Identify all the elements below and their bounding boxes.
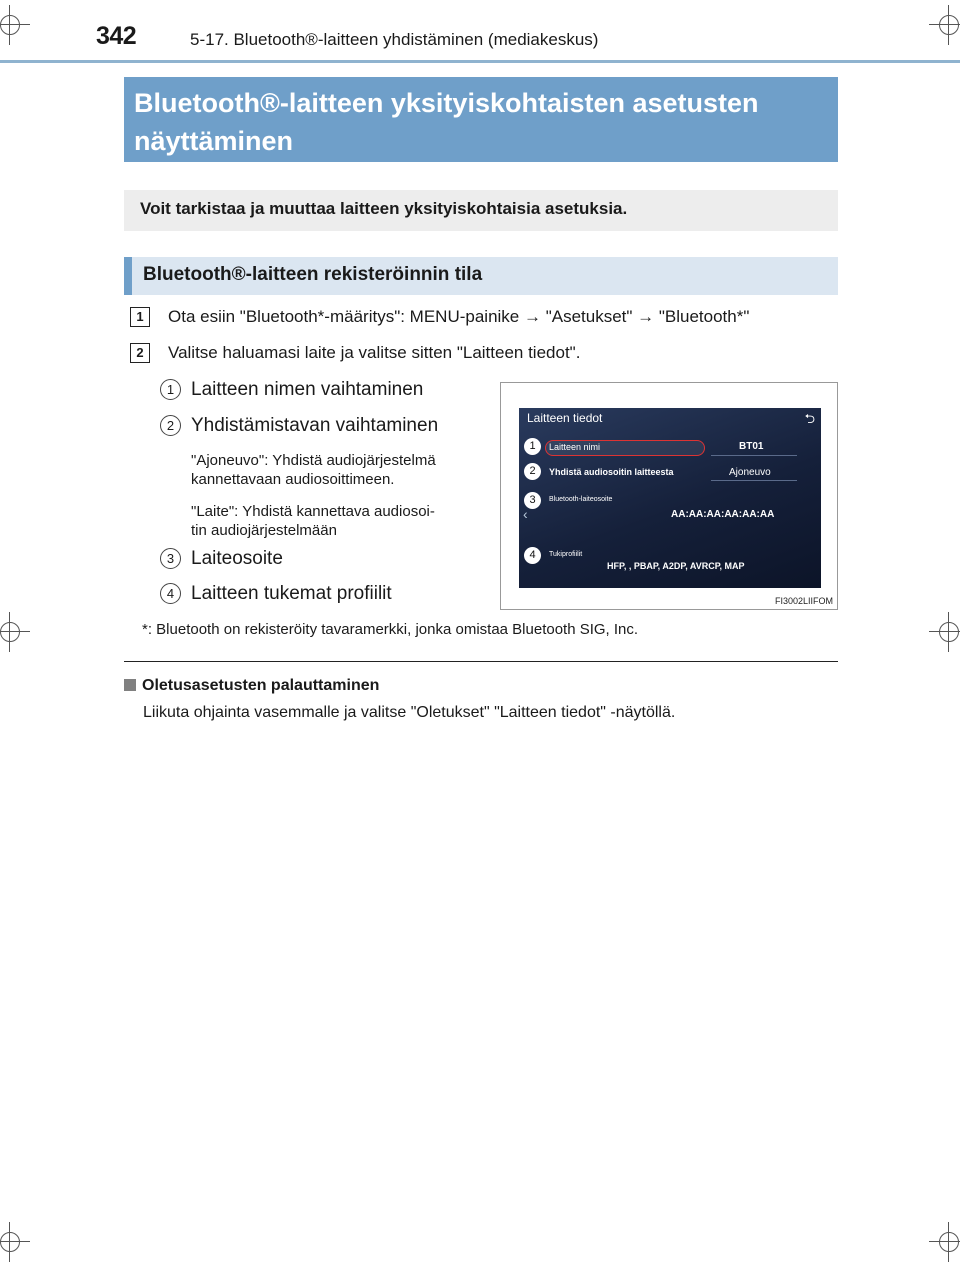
item-note: "Laite": Yhdistä kannettava audiosoi- tin audiojärjestelmään bbox=[191, 503, 435, 539]
note-text: Liikuta ohjainta vasemmalle ja valitse "Oletukset" "Laitteen tiedot" -näytöllä. bbox=[143, 704, 676, 721]
row-label: Laitteen nimi bbox=[549, 442, 601, 452]
crop-mark-icon bbox=[929, 1222, 960, 1262]
figure-code: FI3002LIIFOM bbox=[774, 596, 833, 606]
chevron-left-icon: ‹ bbox=[523, 506, 528, 522]
section-title-line1: Bluetooth®-laitteen yksityiskohtaisten asetusten bbox=[134, 88, 759, 118]
section-intro: Voit tarkistaa ja muuttaa laitteen yksityiskohtaisia asetuksia. bbox=[124, 190, 838, 231]
callout-number: 4 bbox=[160, 583, 181, 604]
chapter-title: 5-17. Bluetooth®-laitteen yhdistäminen (mediakeskus) bbox=[190, 30, 599, 49]
screenshot-figure bbox=[500, 382, 838, 610]
row-label: Bluetooth-laiteosoite bbox=[549, 496, 613, 503]
item-text: Laiteosoite bbox=[191, 548, 283, 569]
step-number: 1 bbox=[130, 307, 150, 327]
subsection-title: Bluetooth®-laitteen rekisteröinnin tila bbox=[124, 257, 838, 295]
square-bullet-icon bbox=[124, 679, 136, 691]
crop-mark-icon bbox=[0, 5, 30, 45]
crop-mark-icon bbox=[929, 612, 960, 652]
callout-number: 2 bbox=[160, 415, 181, 436]
item-note: "Ajoneuvo": Yhdistä audiojärjestelmä kannettavaan audiosoittimeen. bbox=[191, 452, 436, 488]
callout-number: 1 bbox=[524, 438, 541, 455]
callout-number: 3 bbox=[524, 492, 541, 509]
step-number: 2 bbox=[130, 343, 150, 363]
row-label: Tukiprofiilit bbox=[549, 551, 583, 558]
crop-mark-icon bbox=[0, 612, 30, 652]
section-divider bbox=[124, 661, 838, 662]
row-value: Ajoneuvo bbox=[729, 467, 771, 478]
footnote: *: Bluetooth on rekisteröity tavaramerkki, jonka omistaa Bluetooth SIG, Inc. bbox=[142, 621, 639, 638]
callout-number: 4 bbox=[524, 547, 541, 564]
screen-title: Laitteen tiedot bbox=[527, 411, 603, 425]
item-text: Laitteen nimen vaihtaminen bbox=[191, 379, 424, 400]
item-text: Laitteen tukemat profiilit bbox=[191, 583, 392, 604]
row-value: BT01 bbox=[739, 441, 764, 452]
page-number: 342 bbox=[96, 22, 137, 50]
callout-number: 2 bbox=[524, 463, 541, 480]
step-text: Valitse haluamasi laite ja valitse sitten "Laitteen tiedot". bbox=[168, 343, 581, 362]
crop-mark-icon bbox=[0, 1222, 30, 1262]
note-title: Oletusasetusten palauttaminen bbox=[124, 677, 379, 695]
return-arrow-icon: ⮌ bbox=[804, 411, 815, 426]
step-text: Ota esiin "Bluetooth*-määritys": MENU-painike → "Asetukset" → "Bluetooth*" bbox=[168, 307, 750, 326]
callout-number: 3 bbox=[160, 548, 181, 569]
section-title bbox=[124, 77, 838, 162]
item-text: Yhdistämistavan vaihtaminen bbox=[191, 415, 439, 436]
crop-mark-icon bbox=[929, 5, 960, 45]
row-value: AA:AA:AA:AA:AA:AA bbox=[671, 509, 775, 520]
row-value: HFP, , PBAP, A2DP, AVRCP, MAP bbox=[607, 561, 745, 571]
row-label: Yhdistä audiosoitin laitteesta bbox=[549, 467, 674, 477]
device-info-screen bbox=[519, 408, 821, 588]
callout-number: 1 bbox=[160, 379, 181, 400]
header-divider bbox=[0, 60, 960, 63]
section-title-line2: näyttäminen bbox=[134, 126, 294, 156]
